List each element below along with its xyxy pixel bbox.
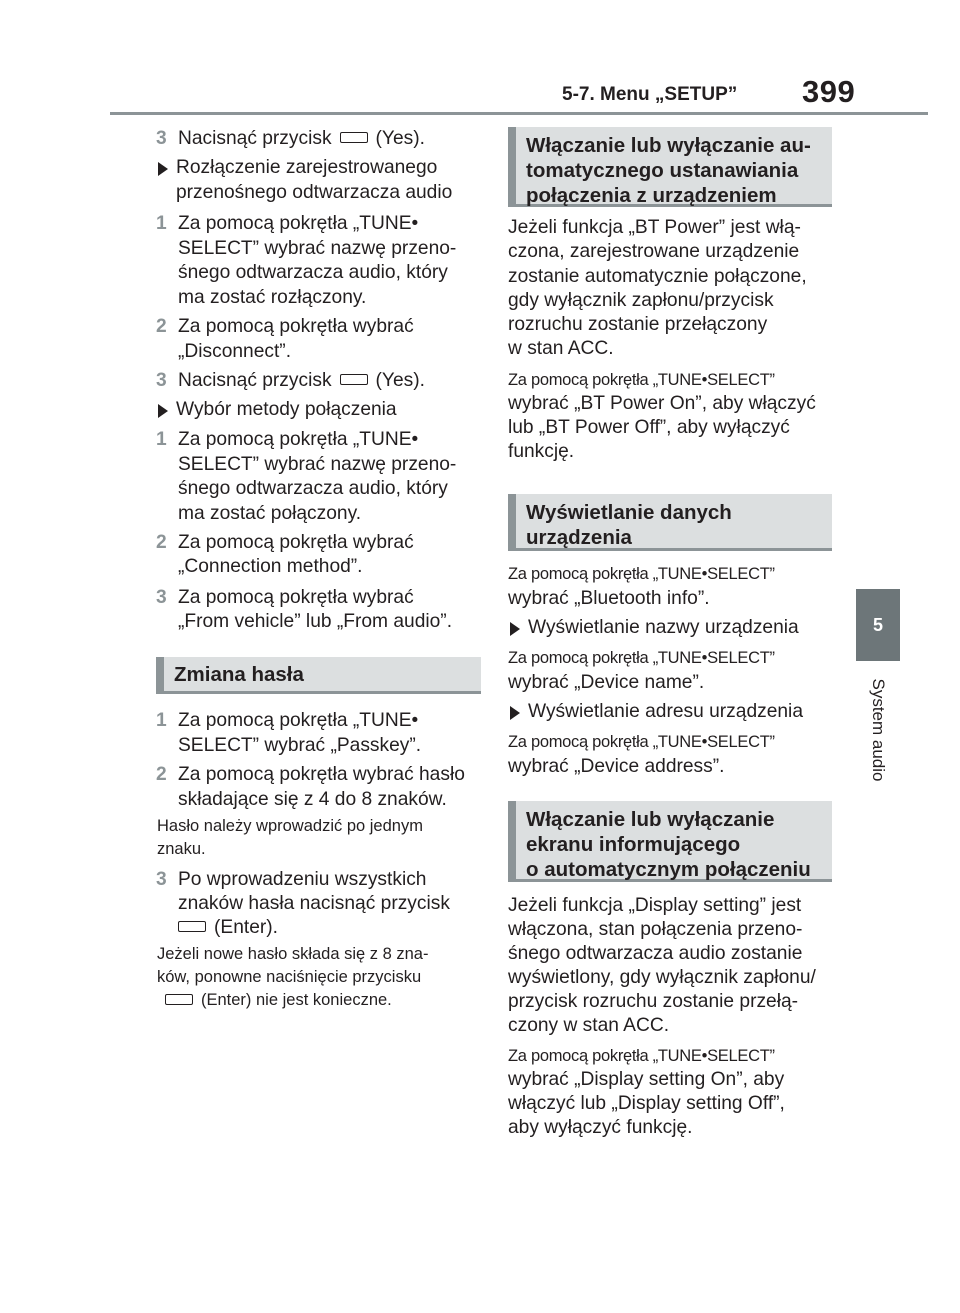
step-text: [178, 127, 425, 152]
paragraph-l1: Za pomocą pokrętła „TUNE•SELECT”: [508, 371, 775, 389]
step-text-l2: znaków hasła nacisnąć przycisk: [178, 893, 450, 914]
paragraph-l4: wyświetlony, gdy wyłącznik zapłonu/: [508, 967, 816, 988]
paragraph-l5: rozruchu zostanie przełączony: [508, 314, 768, 335]
page-number: 399: [802, 74, 856, 109]
step-text-b: (Yes).: [375, 370, 425, 391]
paragraph-l1: Za pomocą pokrętła „TUNE•SELECT”: [508, 649, 775, 667]
step-text-l2: SELECT” wybrać nazwę przeno-: [178, 454, 457, 475]
section-heading-l1: Włączanie lub wyłączanie: [526, 808, 775, 831]
step-number: 3: [156, 370, 167, 391]
step-text-l2: SELECT” wybrać nazwę przeno-: [178, 238, 457, 259]
paragraph-l3: lub „BT Power Off”, aby wyłączyć: [508, 417, 790, 438]
bullet-heading: Wybór metody połączenia: [176, 399, 397, 420]
step-text-l4: ma zostać połączony.: [178, 503, 362, 524]
paragraph-l3: zostanie automatycznie połączone,: [508, 266, 807, 287]
section-title: 5-7. Menu „SETUP”: [562, 84, 738, 105]
step-number: 3: [156, 869, 167, 890]
note-text-l2: ków, ponowne naciśnięcie przycisku: [157, 968, 422, 986]
bullet-triangle-icon: [510, 622, 520, 636]
bullet-triangle-icon: [158, 404, 168, 418]
step-text-l1: Za pomocą pokrętła wybrać: [178, 316, 414, 337]
bullet-triangle-icon: [510, 706, 520, 720]
step-text-l3: [178, 916, 278, 941]
step-text-l2: składające się z 4 do 8 znaków.: [178, 789, 447, 810]
paragraph-l2: czona, zarejestrowane urządzenie: [508, 241, 800, 262]
step-number: 3: [156, 587, 167, 608]
button-icon: [178, 921, 206, 932]
paragraph-l4: aby wyłączyć funkcję.: [508, 1117, 693, 1138]
step-text-l1: Za pomocą pokrętła „TUNE•: [178, 213, 419, 234]
paragraph-l1: Za pomocą pokrętła „TUNE•SELECT”: [508, 565, 775, 583]
step-text: [178, 369, 425, 394]
step-text-l1: Za pomocą pokrętła wybrać: [178, 587, 414, 608]
note-text-b: (Enter) nie jest konieczne.: [201, 991, 392, 1009]
section-heading-l1: Włączanie lub wyłączanie au-: [526, 134, 811, 157]
paragraph-l4: funkcję.: [508, 441, 575, 462]
step-text-a: Nacisnąć przycisk: [178, 128, 332, 149]
chapter-label: [866, 674, 890, 786]
section-heading-box: [508, 127, 832, 207]
paragraph-l1: Za pomocą pokrętła „TUNE•SELECT”: [508, 733, 775, 751]
section-heading-l3: o automatycznym połączeniu: [526, 858, 811, 881]
section-heading-l2: urządzenia: [526, 526, 632, 549]
button-icon: [165, 994, 193, 1005]
step-number: 1: [156, 213, 167, 234]
paragraph-l1: Jeżeli funkcja „Display setting” jest: [508, 895, 802, 916]
section-heading-l2: ekranu informującego: [526, 833, 741, 856]
note-text-l1: Hasło należy wprowadzić po jednym: [157, 817, 423, 835]
section-heading-box: [508, 801, 832, 882]
step-text-b: (Enter).: [214, 917, 278, 938]
step-text-a: Nacisnąć przycisk: [178, 370, 332, 391]
step-text-l3: śnego odtwarzacza audio, który: [178, 262, 448, 283]
step-text-l3: śnego odtwarzacza audio, który: [178, 478, 448, 499]
bullet-triangle-icon: [158, 162, 168, 176]
bullet-heading-l2: przenośnego odtwarzacza audio: [176, 182, 453, 203]
step-text-l1: Za pomocą pokrętła „TUNE•: [178, 710, 419, 731]
paragraph-l2: wybrać „Device address”.: [508, 756, 725, 777]
step-text-b: (Yes).: [375, 128, 425, 149]
bullet-heading: Wyświetlanie nazwy urządzenia: [528, 617, 799, 638]
button-icon: [340, 132, 368, 143]
step-text-l1: Po wprowadzeniu wszystkich: [178, 869, 427, 890]
section-heading-l1: Wyświetlanie danych: [526, 501, 732, 524]
step-text-l2: „Disconnect”.: [178, 341, 292, 362]
button-icon: [340, 374, 368, 385]
paragraph-l2: wybrać „Bluetooth info”.: [508, 588, 710, 609]
section-heading-l2: tomatycznego ustanawiania: [526, 159, 799, 182]
bullet-heading: Wyświetlanie adresu urządzenia: [528, 701, 803, 722]
step-number: 2: [156, 764, 167, 785]
paragraph-l3: włączyć lub „Display setting Off”,: [508, 1093, 785, 1114]
paragraph-l4: gdy wyłącznik zapłonu/przycisk: [508, 290, 774, 311]
paragraph-l5: przycisk rozruchu zostanie przełą-: [508, 991, 799, 1012]
header-divider: [110, 112, 928, 115]
note-text-l1: Jeżeli nowe hasło składa się z 8 zna-: [157, 945, 429, 963]
step-number: 1: [156, 710, 167, 731]
section-heading-box: [508, 494, 832, 551]
step-text-l1: Za pomocą pokrętła wybrać hasło: [178, 764, 465, 785]
paragraph-l1: Jeżeli funkcja „BT Power” jest włą-: [508, 217, 801, 238]
bullet-heading-l1: Rozłączenie zarejestrowanego: [176, 157, 438, 178]
step-number: 2: [156, 532, 167, 553]
chapter-tab: 5: [856, 589, 900, 661]
step-number: 3: [156, 128, 167, 149]
section-heading-box: [156, 657, 481, 694]
step-text-l2: SELECT” wybrać „Passkey”.: [178, 735, 422, 756]
step-number: 1: [156, 429, 167, 450]
chapter-label-text: System audio: [869, 678, 888, 782]
section-heading-l3: połączenia z urządzeniem: [526, 184, 777, 207]
paragraph-l3: śnego odtwarzacza audio zostanie: [508, 943, 803, 964]
paragraph-l2: wybrać „BT Power On”, aby włączyć: [508, 393, 816, 414]
paragraph-l2: wybrać „Display setting On”, aby: [508, 1069, 785, 1090]
step-text-l4: ma zostać rozłączony.: [178, 287, 367, 308]
step-text-l2: „Connection method”.: [178, 556, 363, 577]
step-text-l2: „From vehicle” lub „From audio”.: [178, 611, 453, 632]
section-heading: Zmiana hasła: [174, 663, 304, 686]
step-text-l1: Za pomocą pokrętła wybrać: [178, 532, 414, 553]
paragraph-l2: wybrać „Device name”.: [508, 672, 705, 693]
note-text-l2: znaku.: [157, 840, 206, 858]
note-text-l3: [157, 989, 392, 1012]
step-text-l1: Za pomocą pokrętła „TUNE•: [178, 429, 419, 450]
step-number: 2: [156, 316, 167, 337]
paragraph-l2: włączona, stan połączenia przeno-: [508, 919, 803, 940]
paragraph-l6: czony w stan ACC.: [508, 1015, 670, 1036]
paragraph-l1: Za pomocą pokrętła „TUNE•SELECT”: [508, 1047, 775, 1065]
paragraph-l6: w stan ACC.: [508, 338, 614, 359]
